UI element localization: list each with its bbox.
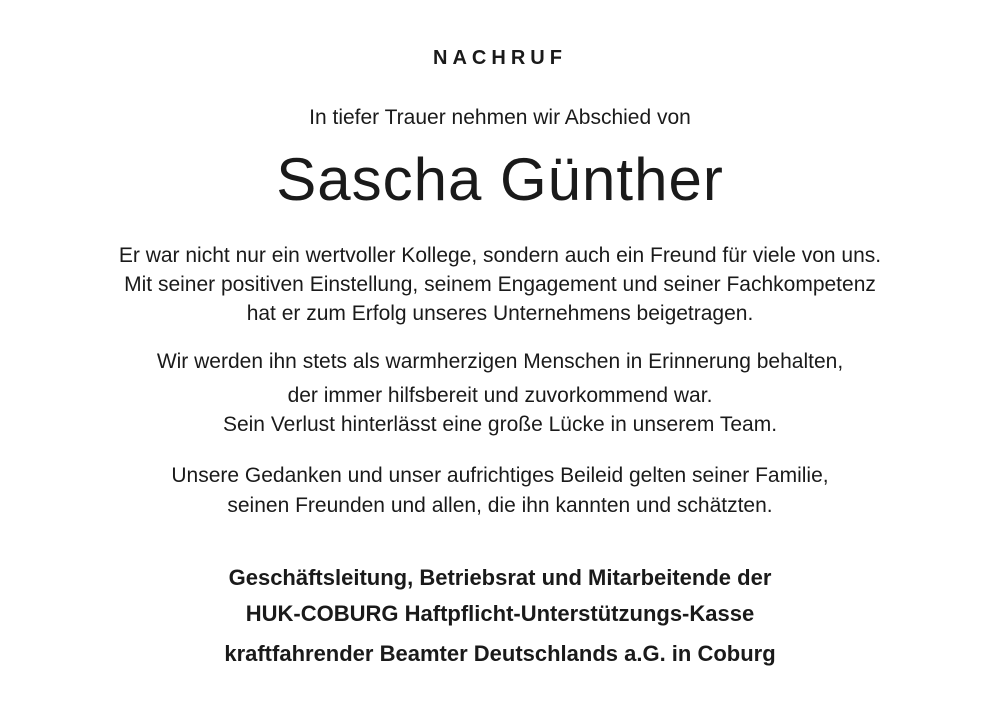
paragraph-3-line-2: seinen Freunden und allen, die ihn kannten und schätzten.	[227, 494, 773, 517]
signoff-line-2: HUK-COBURG Haftpflicht-Unterstützungs-Kasse	[245, 601, 755, 626]
paragraph-2-line-2: der immer hilfsbereit und zuvorkommend war.	[287, 384, 713, 407]
paragraph-3-line-1: Unsere Gedanken und unser aufrichtiges Beileid gelten seiner Familie,	[171, 464, 829, 487]
notice-heading: NACHRUF	[433, 47, 567, 69]
paragraph-2-line-1: Wir werden ihn stets als warmherzigen Menschen in Erinnerung behalten,	[156, 350, 844, 373]
deceased-name: Sascha Günther	[276, 146, 724, 213]
intro-text: In tiefer Trauer nehmen wir Abschied von	[309, 106, 691, 129]
signoff-line-3: kraftfahrender Beamter Deutschlands a.G. in Coburg	[224, 641, 776, 666]
paragraph-2-line-3: Sein Verlust hinterlässt eine große Lücke in unserem Team.	[222, 413, 778, 436]
paragraph-1-line-3: hat er zum Erfolg unseres Unternehmens beigetragen.	[246, 302, 754, 325]
paragraph-1-line-2: Mit seiner positiven Einstellung, seinem Engagement und seiner Fachkompetenz	[124, 273, 876, 296]
signoff-line-1: Geschäftsleitung, Betriebsrat und Mitarbeitende der	[228, 565, 772, 590]
paragraph-1-line-1: Er war nicht nur ein wertvoller Kollege, sondern auch ein Freund für viele von uns.	[118, 244, 882, 267]
